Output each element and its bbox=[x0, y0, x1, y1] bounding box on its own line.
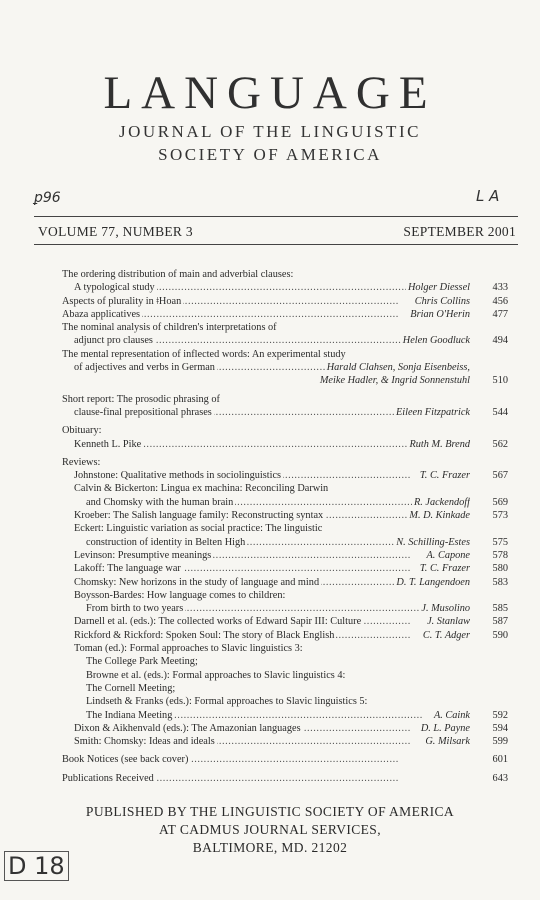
toc-entry-title: Johnstone: Qualitative methods in sociolinguistics bbox=[74, 470, 282, 482]
toc-entry-title: Reviews: bbox=[62, 456, 101, 468]
handwritten-note-right: L A bbox=[476, 187, 500, 205]
toc-entry-title: The College Park Meeting; bbox=[86, 656, 198, 668]
toc-entry-title bbox=[62, 375, 64, 386]
toc-entry bbox=[62, 695, 494, 708]
toc-entry-page: 599 bbox=[492, 736, 508, 748]
toc-entry bbox=[62, 722, 508, 735]
toc-entry bbox=[62, 469, 508, 482]
toc-entry-author: T. C. Frazer bbox=[419, 563, 470, 575]
toc-entry-title: Calvin & Bickerton: Lingua ex machina: Reconciling Darwin bbox=[74, 483, 329, 495]
toc-entry-author: Chris Collins bbox=[414, 295, 470, 307]
toc-entry bbox=[62, 334, 508, 347]
publisher-line3: BALTIMORE, MD. 21202 bbox=[192, 840, 348, 855]
toc-entry-page: 601 bbox=[492, 754, 508, 766]
toc-entry-page: 477 bbox=[492, 308, 508, 320]
toc-entry-title: Lindseth & Franks (eds.): Formal approaches to Slavic linguistics 5: bbox=[86, 696, 368, 708]
toc-entry-author: D. T. Langendoen bbox=[396, 576, 470, 588]
toc-entry bbox=[62, 456, 470, 469]
toc-entry bbox=[62, 424, 470, 437]
toc-entry bbox=[62, 735, 508, 748]
toc-entry-page: 578 bbox=[492, 549, 508, 561]
toc-entry-title: clause-final prepositional phrases bbox=[74, 406, 212, 418]
toc-entry-author: Brian O'Herin bbox=[410, 308, 470, 320]
toc-entry bbox=[62, 536, 508, 549]
issue-date: SEPTEMBER 2001 bbox=[403, 224, 516, 239]
toc-entry bbox=[62, 709, 508, 722]
toc-entry-author: J. Musolino bbox=[421, 603, 470, 615]
toc-entry bbox=[62, 576, 508, 589]
toc-entry-author: J. Stanlaw bbox=[427, 616, 470, 628]
toc-entry-author: R. Jackendoff bbox=[413, 496, 470, 508]
toc-entry bbox=[62, 772, 508, 785]
toc-entry bbox=[62, 268, 470, 281]
toc-entry-title: Aspects of plurality in ǂHoan bbox=[62, 295, 182, 307]
toc-entry-title: Obituary: bbox=[62, 425, 102, 437]
toc-entry bbox=[62, 321, 470, 334]
toc-entry-title: Eckert: Linguistic variation as social practice: The linguistic bbox=[74, 523, 323, 535]
toc-entry-title: Darnell et al. (eds.): The collected works of Edward Sapir III: Culture bbox=[74, 616, 362, 628]
publisher-line1: PUBLISHED BY THE LINGUISTIC SOCIETY OF AMERICA bbox=[85, 804, 455, 819]
toc-entry-title: The nominal analysis of children's interpretations of bbox=[62, 322, 277, 334]
toc-entry-page: 456 bbox=[492, 295, 508, 307]
toc-entry-title: Abaza applicatives bbox=[62, 308, 141, 320]
toc-entry bbox=[62, 281, 508, 294]
toc-entry-page: 494 bbox=[492, 335, 508, 347]
toc-entry-title: Dixon & Aikhenvald (eds.): The Amazonian languages bbox=[74, 722, 301, 734]
toc-entry-author: C. T. Adger bbox=[422, 629, 470, 641]
toc-entry bbox=[62, 361, 482, 374]
toc-entry bbox=[62, 522, 482, 535]
toc-entry bbox=[62, 562, 508, 575]
toc-entry-author: M. D. Kinkade bbox=[409, 510, 470, 522]
toc-entry-title: The ordering distribution of main and adverbial clauses: bbox=[62, 269, 294, 280]
toc-entry-page: 580 bbox=[492, 563, 508, 575]
toc-entry-title: Chomsky: New horizons in the study of language and mind bbox=[74, 576, 320, 588]
toc-entry bbox=[62, 682, 494, 695]
toc-entry-title: The mental representation of inflected words: An experimental study bbox=[62, 348, 346, 360]
toc-entry-title: adjunct pro clauses bbox=[74, 335, 153, 347]
toc-entry-title: Publications Received bbox=[62, 772, 154, 784]
toc-entry-title: Levinson: Presumptive meanings bbox=[74, 549, 212, 561]
toc-entry bbox=[62, 753, 508, 766]
toc-entry-author: Meike Hadler, & Ingrid Sonnenstuhl bbox=[319, 375, 470, 387]
toc-entry bbox=[62, 374, 508, 387]
toc-entry-page: 573 bbox=[492, 510, 508, 522]
toc-entry-author: Harald Clahsen, Sonja Eisenbeiss, bbox=[326, 362, 470, 374]
toc-entry bbox=[62, 642, 482, 655]
toc-entry bbox=[62, 602, 508, 615]
toc-entry-page: 510 bbox=[492, 375, 508, 387]
toc-entry-title: The Cornell Meeting; bbox=[86, 682, 176, 694]
toc-entry-author: N. Schilling-Estes bbox=[396, 536, 470, 548]
toc-entry-page: 594 bbox=[492, 722, 508, 734]
toc-entry bbox=[62, 549, 508, 562]
journal-subtitle-line2: SOCIETY OF AMERICA bbox=[158, 145, 382, 164]
toc-entry-title: The Indiana Meeting bbox=[86, 709, 173, 721]
top-rule bbox=[34, 216, 518, 217]
toc-entry-title: Book Notices (see back cover) bbox=[62, 754, 189, 766]
toc-entry-author: T. C. Frazer bbox=[419, 470, 470, 482]
toc-entry bbox=[62, 589, 482, 602]
toc-entry bbox=[62, 496, 508, 509]
toc-entry-author: Helen Goodluck bbox=[402, 335, 470, 347]
toc-entry-author: A. Caink bbox=[433, 709, 470, 721]
toc-entry-page: 590 bbox=[492, 629, 508, 641]
toc-entry bbox=[62, 509, 508, 522]
toc-entry-page: 544 bbox=[492, 406, 508, 418]
toc-entry-title: From birth to two years bbox=[86, 603, 184, 615]
toc-entry-page: 583 bbox=[492, 576, 508, 588]
toc-entry-page: 585 bbox=[492, 603, 508, 615]
journal-subtitle-line1: JOURNAL OF THE LINGUISTIC bbox=[119, 122, 421, 141]
toc-entry bbox=[62, 308, 508, 321]
toc-entry-page: 575 bbox=[492, 536, 508, 548]
toc-entry-title: Lakoff: The language war bbox=[74, 563, 181, 575]
handwritten-note-bottom-text: D 18 bbox=[4, 851, 69, 881]
journal-title: LANGUAGE bbox=[103, 67, 437, 119]
volume-number: VOLUME 77, NUMBER 3 bbox=[38, 224, 193, 239]
toc-entry-page: 433 bbox=[492, 282, 508, 294]
toc-entry-author: Ruth M. Brend bbox=[409, 438, 470, 450]
toc-entry bbox=[62, 655, 494, 668]
toc-entry-title: A typological study bbox=[74, 282, 155, 294]
toc-entry-page: 587 bbox=[492, 616, 508, 628]
toc-entry-title: Rickford & Rickford: Spoken Soul: The story of Black English bbox=[74, 629, 335, 641]
toc-entry-title: Boysson-Bardes: How language comes to children: bbox=[74, 589, 286, 601]
handwritten-note-bottom bbox=[4, 852, 69, 880]
toc-entry-title: of adjectives and verbs in German bbox=[74, 362, 215, 374]
toc-entry-title: Short report: The prosodic phrasing of bbox=[62, 393, 220, 405]
toc-entry-title: Kenneth L. Pike bbox=[74, 438, 142, 450]
toc-entry-title: Smith: Chomsky: Ideas and ideals bbox=[74, 736, 215, 748]
toc-entry-title: Browne et al. (eds.): Formal approaches to Slavic linguistics 4: bbox=[86, 669, 346, 681]
toc-entry-page: 562 bbox=[492, 438, 508, 450]
toc-entry-page: 569 bbox=[492, 496, 508, 508]
toc-entry-page: 643 bbox=[492, 772, 508, 784]
publisher-line2: AT CADMUS JOURNAL SERVICES, bbox=[158, 822, 381, 837]
toc-entry-title: and Chomsky with the human brain bbox=[86, 496, 234, 508]
bottom-rule bbox=[34, 244, 518, 245]
table-of-contents bbox=[62, 268, 508, 785]
toc-entry bbox=[62, 669, 494, 682]
toc-entry-author: Eileen Fitzpatrick bbox=[395, 406, 470, 418]
toc-entry-author: Holger Diessel bbox=[407, 282, 470, 294]
toc-entry-author: A. Capone bbox=[426, 549, 470, 561]
handwritten-note-left: ꝑ96 bbox=[34, 190, 61, 206]
toc-entry-page: 592 bbox=[492, 709, 508, 721]
toc-entry-author: G. Milsark bbox=[425, 736, 470, 748]
toc-entry-title: Kroeber: The Salish language family: Reconstructing syntax bbox=[74, 510, 324, 522]
toc-entry bbox=[62, 393, 470, 406]
toc-entry bbox=[62, 615, 508, 628]
toc-entry bbox=[62, 295, 508, 308]
toc-entry bbox=[62, 348, 470, 361]
toc-entry-title: construction of identity in Belten High bbox=[86, 536, 246, 548]
toc-entry-page: 567 bbox=[492, 470, 508, 482]
toc-entry bbox=[62, 482, 482, 495]
toc-entry bbox=[62, 406, 508, 419]
toc-entry bbox=[62, 438, 508, 451]
toc-entry bbox=[62, 629, 508, 642]
toc-entry-title: Toman (ed.): Formal approaches to Slavic linguistics 3: bbox=[74, 643, 303, 655]
toc-entry-author: D. L. Payne bbox=[420, 722, 470, 734]
